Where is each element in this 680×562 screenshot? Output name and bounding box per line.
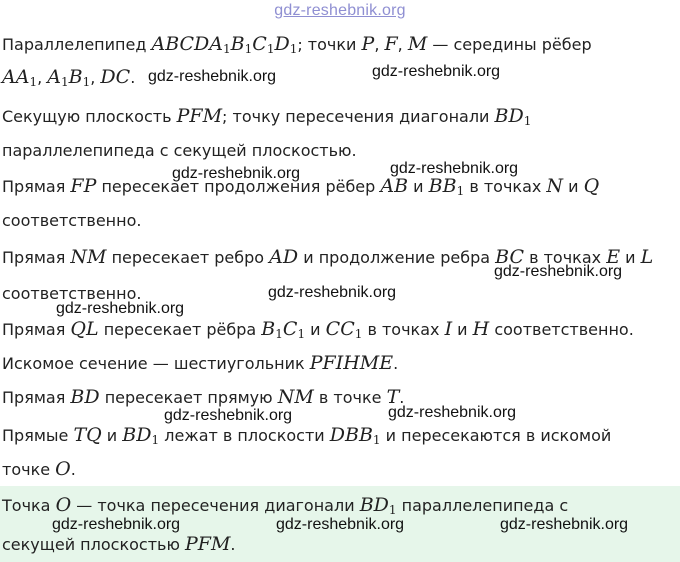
- math-expression: [584, 175, 600, 197]
- math-symbol: B: [230, 33, 245, 55]
- text-line: [2, 533, 236, 556]
- watermark: gdz-reshebnik.org: [52, 516, 181, 533]
- math-expression: [2, 66, 37, 88]
- text-run: и: [101, 426, 123, 445]
- math-expression: [73, 424, 101, 446]
- watermark: gdz-reshebnik.org: [56, 300, 185, 317]
- watermark: gdz-reshebnik.org: [388, 404, 517, 421]
- text-run: в точке: [313, 388, 387, 407]
- text-run: пересекает прямую: [99, 388, 278, 407]
- text-run: и продолжение ребра: [298, 248, 496, 267]
- text-run: ,: [374, 35, 385, 54]
- math-symbol: QL: [70, 318, 99, 340]
- math-symbol: B: [261, 318, 276, 340]
- math-symbol: NM: [277, 386, 314, 408]
- text-run: и: [408, 177, 429, 196]
- text-run: Параллелепипед: [2, 35, 152, 54]
- math-expression: [445, 318, 453, 340]
- watermark: gdz-reshebnik.org: [276, 516, 405, 533]
- math-expression: [362, 33, 375, 55]
- math-expression: [408, 33, 427, 55]
- math-symbol: BD: [70, 386, 100, 408]
- text-line: [2, 66, 135, 93]
- math-subscript: 1: [354, 327, 363, 341]
- math-expression: [546, 175, 563, 197]
- math-subscript: 1: [266, 42, 275, 56]
- math-symbol: C: [282, 318, 298, 340]
- text-run: и: [305, 320, 326, 339]
- math-expression: [495, 105, 532, 127]
- math-expression: [70, 246, 106, 268]
- math-symbol: FP: [70, 175, 97, 197]
- math-symbol: H: [472, 318, 490, 340]
- text-run: и: [452, 320, 473, 339]
- math-expression: [429, 175, 465, 197]
- math-expression: [473, 318, 490, 340]
- text-run: .: [230, 535, 236, 554]
- text-line: [2, 424, 611, 451]
- text-run: и пересекаются в искомой: [380, 426, 612, 445]
- text-run: ; точку пересечения диагонали: [222, 107, 495, 126]
- math-symbol: P: [361, 33, 375, 55]
- watermark: gdz-reshebnik.org: [500, 516, 629, 533]
- text-run: в точках: [524, 248, 607, 267]
- math-subscript: 1: [456, 184, 465, 198]
- text-line: [2, 33, 592, 60]
- math-expression: [283, 318, 305, 340]
- math-symbol: AA: [2, 66, 30, 88]
- math-expression: [70, 175, 96, 197]
- math-symbol: BB: [428, 175, 457, 197]
- text-run: Искомое сечение — шестиугольник: [2, 354, 310, 373]
- text-run: .: [393, 354, 399, 373]
- math-subscript: 1: [388, 503, 397, 517]
- math-expression: [70, 386, 99, 408]
- watermark: gdz-reshebnik.org: [148, 68, 277, 85]
- math-expression: [380, 175, 408, 197]
- math-subscript: 1: [151, 433, 160, 447]
- text-run: в точках: [464, 177, 547, 196]
- watermark: gdz-reshebnik.org: [494, 263, 623, 280]
- text-run: секущей плоскостью: [2, 535, 185, 554]
- watermark: gdz-reshebnik.org: [372, 63, 501, 80]
- math-expression: [151, 33, 230, 55]
- math-expression: [384, 33, 397, 55]
- text-line: [2, 318, 634, 345]
- math-subscript: 1: [29, 75, 38, 89]
- text-run: в точках: [362, 320, 445, 339]
- math-symbol: NM: [70, 246, 107, 268]
- text-run: соответственно.: [2, 284, 142, 303]
- math-symbol: O: [55, 458, 71, 480]
- text-line: [2, 140, 357, 162]
- text-run: пересекает рёбра: [98, 320, 262, 339]
- text-run: — середины рёбер: [427, 35, 592, 54]
- text-run: параллелепипеда с секущей плоскостью.: [2, 141, 357, 160]
- math-expression: [252, 33, 274, 55]
- math-subscript: 1: [223, 42, 231, 56]
- math-symbol: AD: [269, 246, 299, 268]
- text-run: — точка пересечения диагонали: [71, 496, 360, 515]
- math-symbol: BD: [494, 105, 524, 127]
- math-symbol: D: [274, 33, 290, 55]
- math-symbol: BC: [495, 246, 524, 268]
- math-symbol: DBB: [329, 424, 373, 446]
- math-subscript: 1: [289, 42, 298, 56]
- math-symbol: CC: [325, 318, 355, 340]
- math-expression: [326, 318, 363, 340]
- math-subscript: 1: [61, 75, 69, 89]
- text-line: [2, 386, 404, 409]
- math-symbol: N: [546, 175, 564, 197]
- watermark: gdz-reshebnik.org: [390, 160, 519, 177]
- text-run: Прямая: [2, 320, 71, 339]
- math-symbol: DC: [100, 66, 131, 88]
- math-symbol: BD: [359, 494, 389, 516]
- text-line: [2, 210, 141, 232]
- math-expression: [278, 386, 314, 408]
- text-run: Секущую плоскость: [2, 107, 177, 126]
- math-subscript: 1: [244, 42, 253, 56]
- text-run: .: [70, 460, 76, 479]
- math-expression: [69, 66, 91, 88]
- math-symbol: C: [252, 33, 267, 55]
- watermark: gdz-reshebnik.org: [172, 165, 301, 182]
- math-symbol: F: [384, 33, 398, 55]
- math-expression: [70, 318, 98, 340]
- text-run: точке: [2, 460, 56, 479]
- math-expression: [185, 533, 230, 555]
- text-run: ,: [90, 68, 101, 87]
- text-run: соответственно.: [489, 320, 634, 339]
- math-expression: [330, 424, 381, 446]
- watermark: gdz-reshebnik.org: [164, 407, 293, 424]
- text-run: лежат в плоскости: [159, 426, 330, 445]
- text-run: и: [563, 177, 584, 196]
- math-expression: [177, 105, 222, 127]
- math-symbol: BD: [122, 424, 152, 446]
- text-run: параллелепипеда с: [396, 496, 569, 515]
- math-expression: [274, 33, 297, 55]
- math-symbol: ABCDA: [151, 33, 224, 55]
- math-expression: [55, 458, 71, 480]
- text-run: Прямая: [2, 388, 71, 407]
- math-symbol: Q: [583, 175, 600, 197]
- text-line: [2, 458, 76, 481]
- math-expression: [56, 494, 72, 516]
- math-expression: [122, 424, 159, 446]
- math-expression: [231, 33, 253, 55]
- text-run: и: [620, 248, 641, 267]
- math-subscript: 1: [275, 327, 283, 341]
- math-subscript: 1: [523, 114, 532, 128]
- math-symbol: L: [640, 246, 654, 268]
- math-symbol: TQ: [73, 424, 102, 446]
- math-symbol: M: [407, 33, 428, 55]
- text-run: ,: [397, 35, 408, 54]
- math-expression: [261, 318, 283, 340]
- text-run: соответственно.: [2, 211, 142, 230]
- text-run: пересекает ребро: [106, 248, 270, 267]
- math-symbol: I: [444, 318, 453, 340]
- math-expression: [269, 246, 298, 268]
- math-symbol: E: [606, 246, 621, 268]
- text-run: Прямая: [2, 177, 71, 196]
- math-symbol: PFIHME: [309, 352, 394, 374]
- math-symbol: PFM: [176, 105, 223, 127]
- math-expression: [47, 66, 68, 88]
- text-line: [2, 352, 398, 375]
- math-expression: [641, 246, 654, 268]
- watermark: gdz-reshebnik.org: [268, 284, 397, 301]
- text-run: пересекает продолжения рёбер: [96, 177, 381, 196]
- math-symbol: B: [68, 66, 83, 88]
- text-run: ; точки: [297, 35, 362, 54]
- text-run: ,: [37, 68, 48, 87]
- math-expression: [310, 352, 393, 374]
- math-symbol: O: [55, 494, 72, 516]
- text-line: [2, 175, 599, 202]
- text-run: Точка: [2, 496, 56, 515]
- text-run: Прямая: [2, 248, 71, 267]
- math-subscript: 1: [372, 433, 381, 447]
- math-symbol: T: [386, 386, 400, 408]
- text-run: .: [399, 388, 405, 407]
- text-run: Прямые: [2, 426, 74, 445]
- math-symbol: PFM: [185, 533, 231, 555]
- text-line: [2, 105, 531, 132]
- math-symbol: AB: [380, 175, 409, 197]
- math-expression: [360, 494, 397, 516]
- math-expression: [100, 66, 130, 88]
- text-run: .: [130, 68, 136, 87]
- header-watermark[interactable]: gdz-reshebnik.org: [274, 2, 406, 19]
- math-symbol: A: [47, 66, 61, 88]
- math-subscript: 1: [82, 75, 91, 89]
- math-subscript: 1: [297, 327, 306, 341]
